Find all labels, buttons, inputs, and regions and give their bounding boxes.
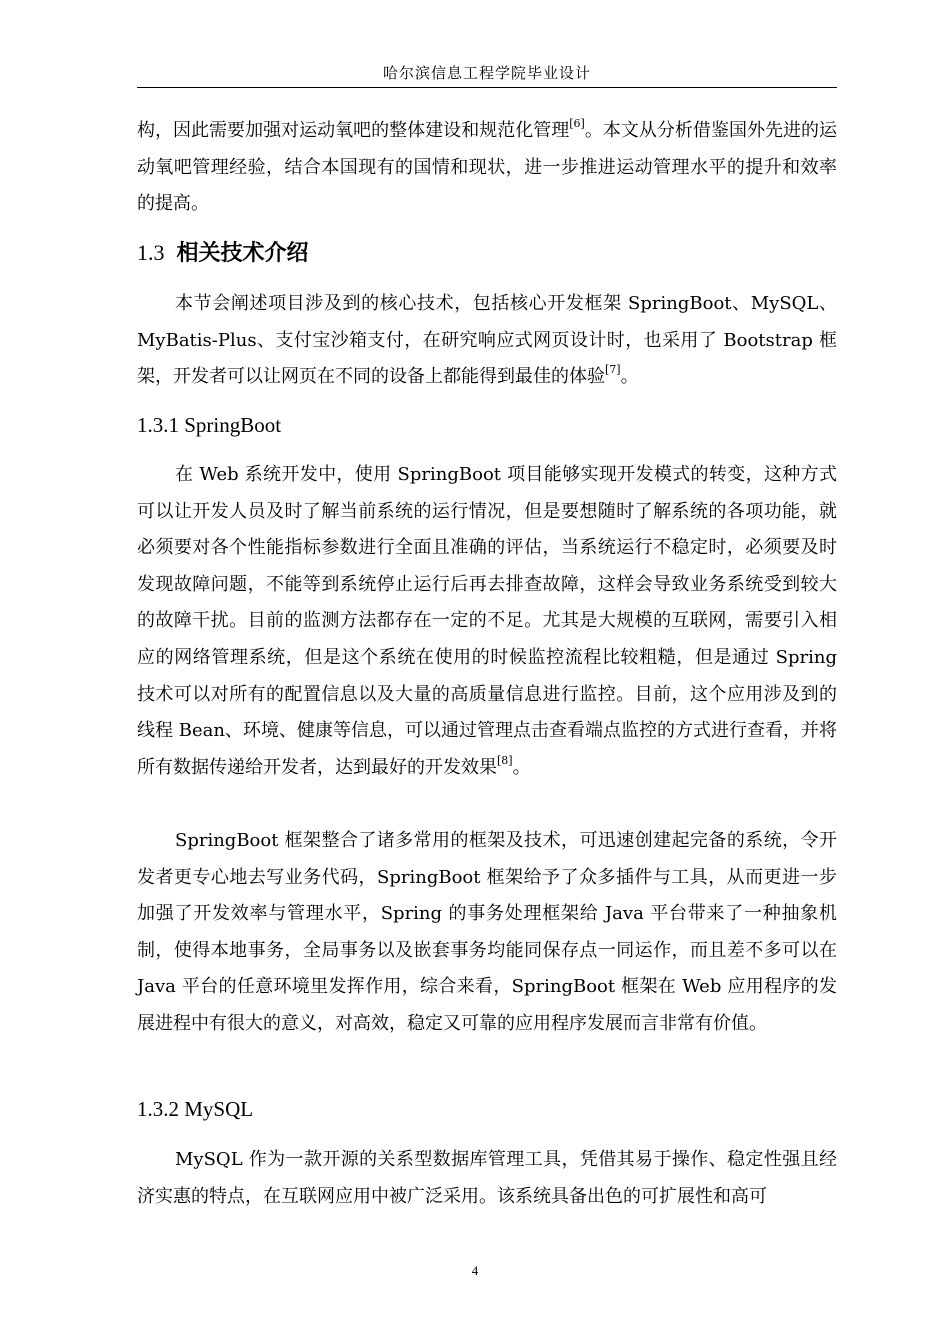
section-1-3-end: 。	[620, 366, 639, 388]
page-header: 哈尔滨信息工程学院毕业设计	[382, 64, 591, 82]
intro-text-2: 。本文从分析借鉴国外先进的运动氧吧管理经验，结合本国现有的国情和现状，进一步推进运动管理水平的提升和效率的提高。	[137, 120, 838, 215]
header-rule	[137, 87, 837, 88]
citation-7: [7]	[605, 363, 621, 377]
section-1-3-paragraph	[137, 286, 837, 396]
section-title: 相关技术介绍	[176, 241, 309, 266]
subsection-heading-mysql: 1.3.2 MySQL	[137, 1097, 254, 1121]
citation-8: [8]	[497, 753, 513, 767]
page-number: 4	[471, 1263, 479, 1278]
section-1-3-text: 本节会阐述项目涉及到的核心技术，包括核心开发框架 SpringBoot、MySQL、MyBatis-Plus、支付宝沙箱支付，在研究响应式网页设计时，也采用了 Bootstrap 框架，开发者可以让网页在不同的设备上都能得到最佳的体验	[137, 293, 837, 388]
springboot-paragraph-1	[137, 457, 837, 786]
citation-6: [6]	[569, 117, 585, 130]
intro-text: 构，因此需要加强对运动氧吧的整体建设和规范化管理	[137, 120, 570, 141]
section-heading-1-3	[137, 236, 309, 267]
intro-paragraph	[137, 113, 837, 223]
springboot-text-1: 在 Web 系统开发中，使用 SpringBoot 项目能够实现开发模式的转变，这种方式可以让开发人员及时了解当前系统的运行情况，但是要想随时了解系统的各项功能，就必须要对各个性能指标参数进行全面且准确的评估，当系统运行不稳定时，必须要及时发现故障问题，不能等到系统停止运行后再去排查故障，这样会导致业务系统受到较大的故障干扰。目前的监测方法都存在一定的不足。尤其是大规模的互联网，需要引入相应的网络管理系统，但是这个系统在使用的时候监控流程比较粗糙，但是通过 Spring 技术可以对所有的配置信息以及大量的高质量信息进行监控。目前，这个应用涉及到的线程 Bean、环境、健康等信息，可以通过管理点击查看端点监控的方式进行查看，并将所有数据传递给开发者，达到最好的开发效果	[137, 464, 838, 778]
springboot-text-1-end: 。	[512, 756, 531, 778]
mysql-paragraph-1: MySQL 作为一款开源的关系型数据库管理工具，凭借其易于操作、稳定性强且经济实惠的特点，在互联网应用中被广泛采用。该系统具备出色的可扩展性和高可	[137, 1149, 837, 1207]
section-number: 1.3	[137, 240, 165, 265]
springboot-paragraph-2: SpringBoot 框架整合了诸多常用的框架及技术，可迅速创建起完备的系统，令开发者更专心地去写业务代码，SpringBoot 框架给予了众多插件与工具，从而更进一步加强了开发效率与管理水平，Spring 的事务处理框架给 Java 平台带来了一种抽象机制，使得本地事务，全局事务以及嵌套事务均能同保存点一同运作，而且差不多可以在 Java 平台的任意环境里发挥作用，综合来看，SpringBoot 框架在 Web 应用程序的发展进程中有很大的意义，对高效，稳定又可靠的应用程序发展而言非常有价值。	[137, 830, 837, 1034]
subsection-heading-springboot: 1.3.1 SpringBoot	[137, 413, 282, 437]
